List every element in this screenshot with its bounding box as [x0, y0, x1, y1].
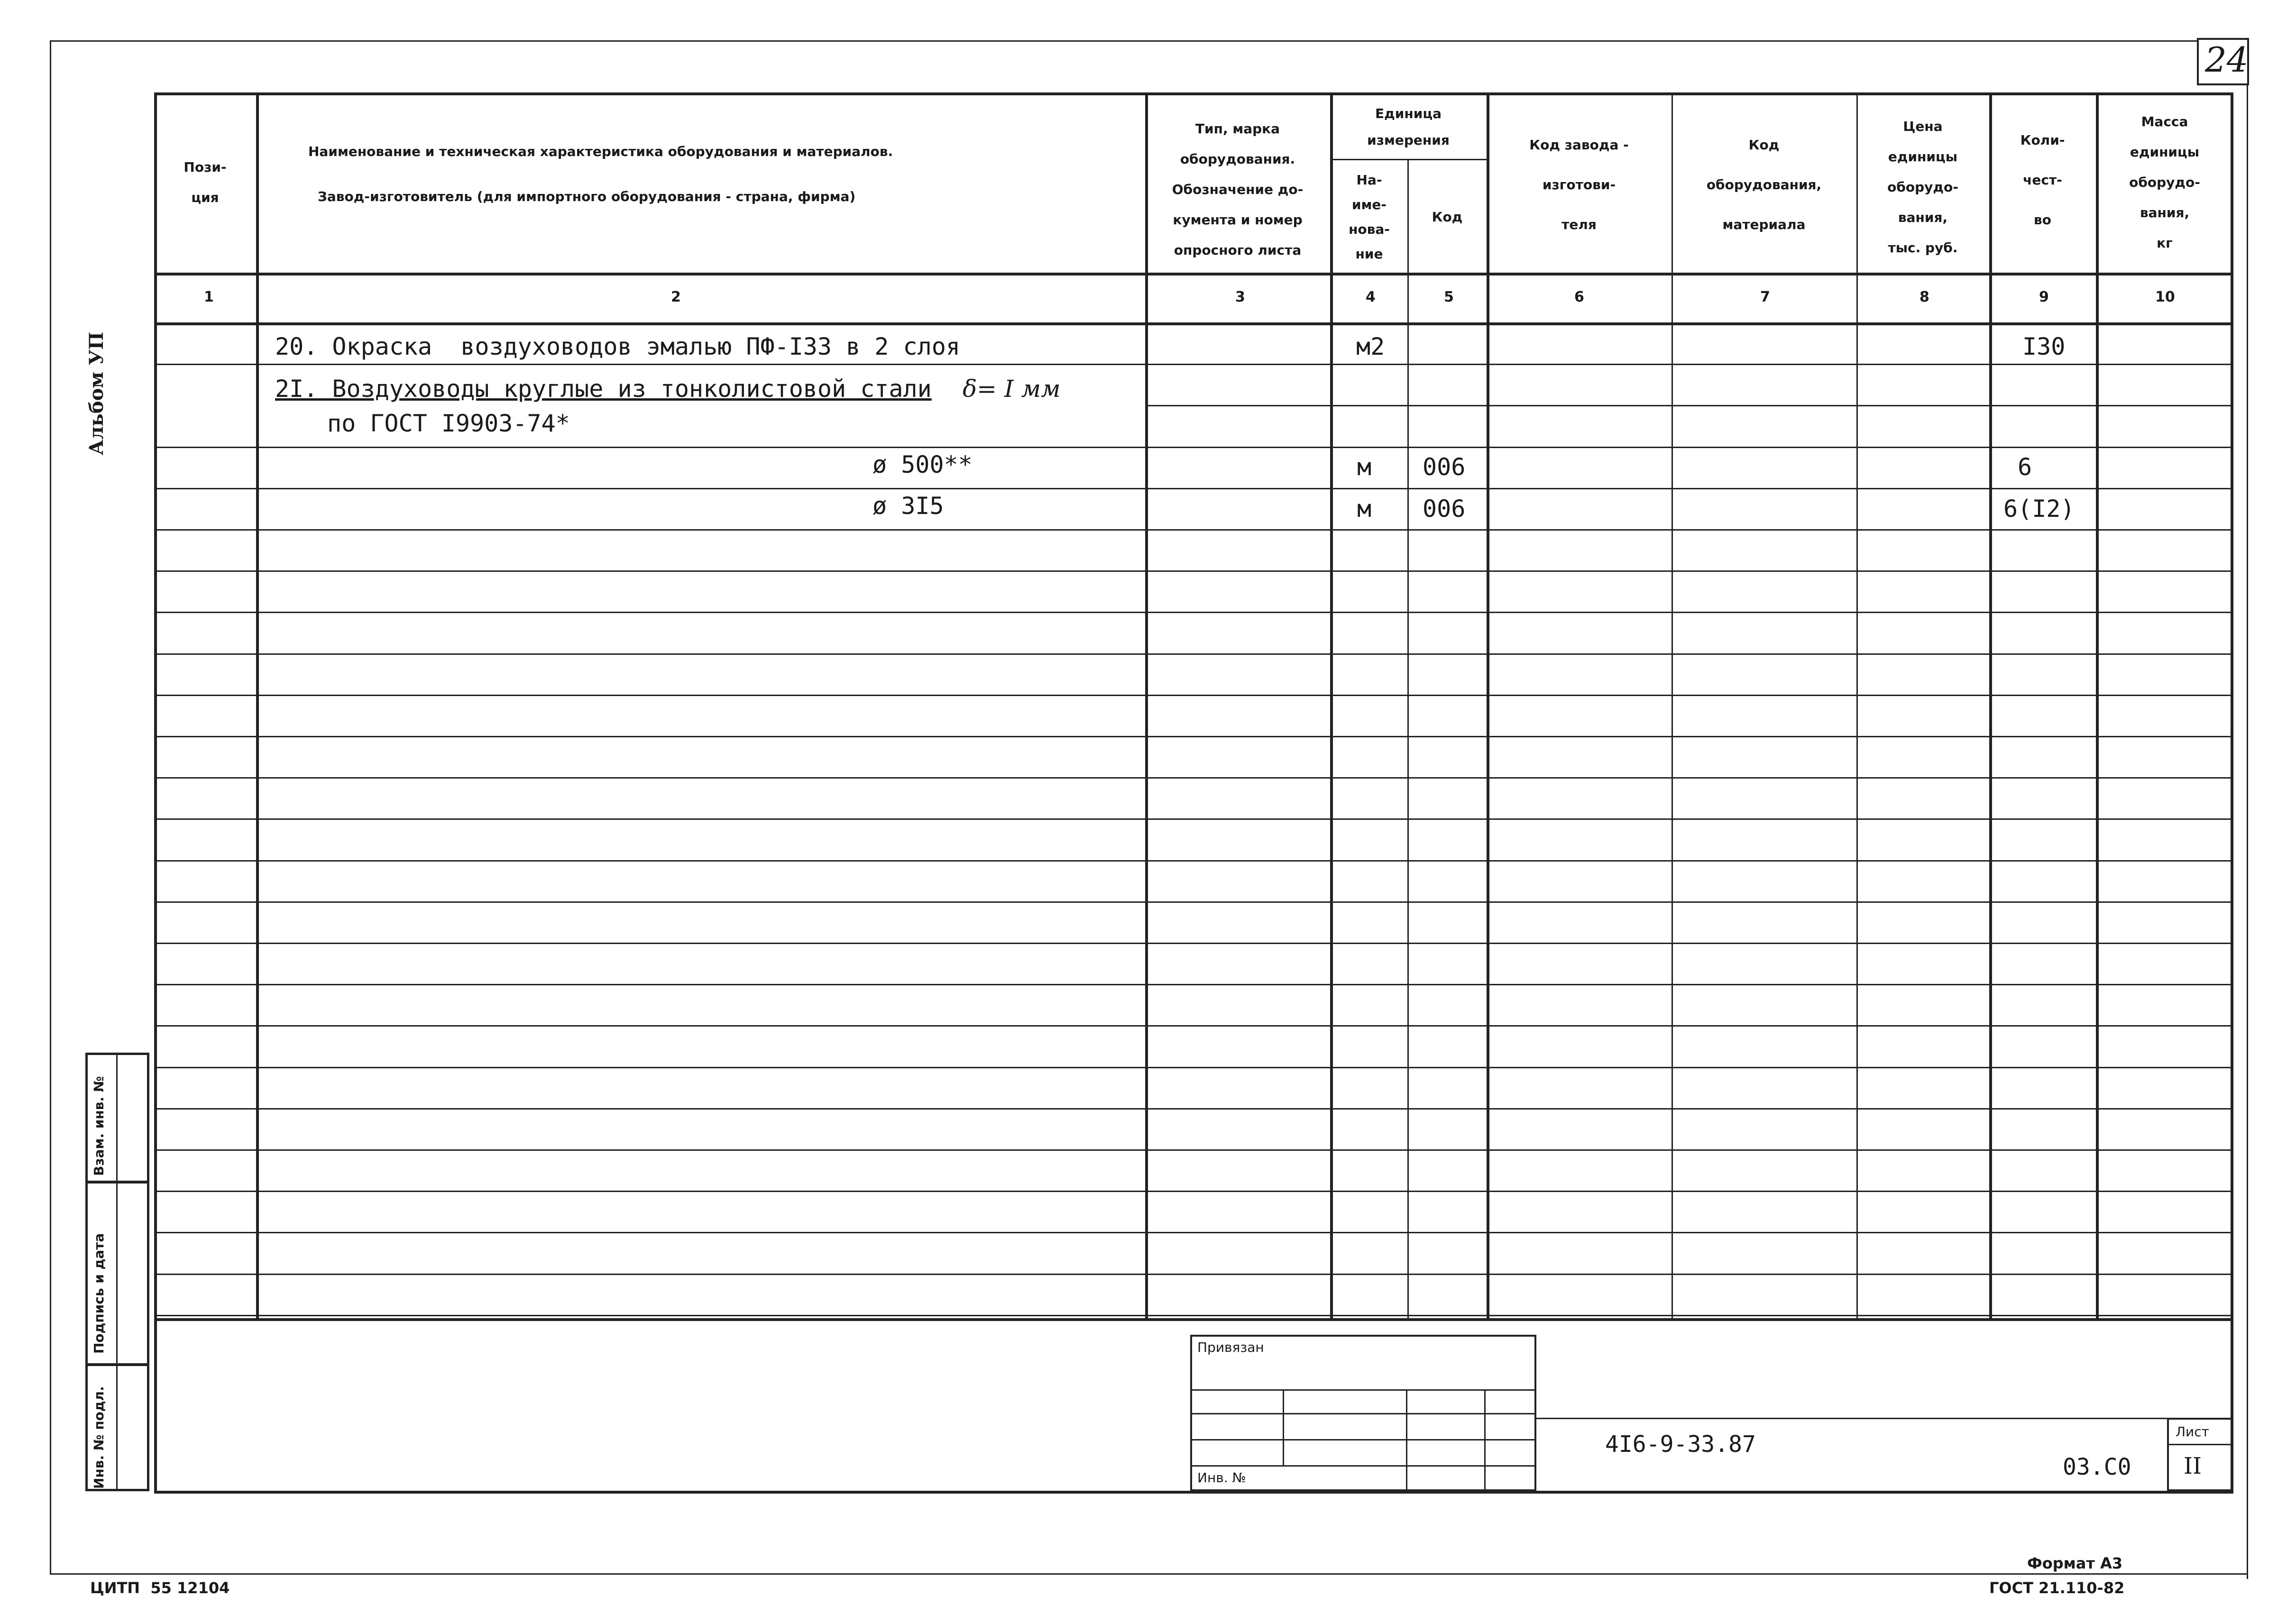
bottom-left-code: ЦИТП 55 12104: [90, 1579, 230, 1597]
header-type: Тип, марка оборудования. Обозначение до- кумента и номер опросного листа: [1172, 121, 1304, 258]
row-line: [154, 1108, 2233, 1110]
colnum-4: 4: [1366, 289, 1376, 305]
colnum-7: 7: [1760, 289, 1770, 305]
col-line-4: [1407, 159, 1409, 1318]
list-number: II: [2184, 1453, 2202, 1479]
row-21-gost: по ГОСТ I9903-74*: [327, 410, 570, 437]
side-stamp-line2: [85, 1363, 149, 1366]
side-stamp-divider: [116, 1053, 118, 1491]
row-20-name: 20. Окраска воздуховодов эмалью ПФ-I33 в 2 слоя: [275, 333, 960, 360]
title-grid-v1: [1283, 1389, 1284, 1465]
col-line-8: [1989, 92, 1992, 1318]
col-line-2: [1145, 92, 1148, 1318]
header-price: Цена единицы оборудо- вания, тыс. руб.: [1887, 119, 1958, 256]
row-20-unit: м2: [1356, 333, 1385, 360]
stamp-vzam: Взам. инв. №: [91, 1076, 107, 1176]
row-line: [154, 1067, 2233, 1068]
col-line-5: [1487, 92, 1489, 1318]
header-unit-name: На- име- нова- ние: [1349, 172, 1390, 262]
doc-code: 4I6-9-33.87: [1605, 1431, 1756, 1458]
format-label: Формат А3: [2027, 1554, 2123, 1572]
row-500-code: 006: [1423, 453, 1466, 481]
colnum-bottom-line: [154, 322, 2233, 325]
album-label: Альбом УП: [85, 331, 108, 455]
privyazan-label: Привязан: [1197, 1340, 1264, 1355]
colnum-8: 8: [1919, 289, 1929, 305]
row-line: [154, 1315, 2233, 1316]
col-line-9: [2096, 92, 2099, 1318]
list-box-divider: [2167, 1444, 2233, 1445]
page-number: 24: [2205, 40, 2249, 80]
row-21-name: 2I. Воздуховоды круглые из тонколистовой стали: [275, 375, 932, 403]
title-code-line: [1536, 1418, 2233, 1419]
outer-bottom-line: [50, 1573, 2248, 1575]
header-mass: Масса единицы оборудо- вания, кг: [2129, 114, 2200, 251]
row-line: [154, 1149, 2233, 1151]
row-500-unit: м: [1357, 453, 1372, 481]
row-line: [154, 653, 2233, 655]
row-area-bottom: [154, 1318, 2233, 1321]
row-line: [154, 364, 2233, 365]
col-line-6: [1671, 92, 1673, 1318]
header-quantity: Коли- чест- во: [2020, 132, 2065, 228]
row-500-qty: 6: [2018, 453, 2032, 481]
row-21-thickness: δ= I мм: [963, 375, 1061, 403]
title-grid-v2: [1406, 1389, 1407, 1491]
outer-top-line: [50, 40, 2198, 42]
header-equipment-code: Код оборудования, материала: [1706, 137, 1822, 232]
title-grid-v3: [1484, 1389, 1486, 1491]
col-line-3: [1330, 92, 1333, 1318]
col-line-1: [256, 92, 259, 1318]
row-line: [154, 695, 2233, 696]
row-line: [154, 488, 2233, 489]
col-line-7: [1856, 92, 1858, 1318]
row-line: [154, 612, 2233, 613]
row-315-code: 006: [1423, 495, 1466, 523]
row-line: [1145, 405, 2233, 406]
row-line: [154, 736, 2233, 737]
header-factory-code: Код завода - изготови- теля: [1529, 137, 1629, 232]
row-500-name: ø 500**: [872, 451, 973, 478]
row-20-qty: I30: [2022, 333, 2066, 360]
header-position: Пози- ция: [184, 159, 227, 205]
row-315-qty: 6(I2): [2003, 495, 2075, 523]
colnum-6: 6: [1574, 289, 1584, 305]
row-line: [154, 777, 2233, 779]
header-bottom-line: [154, 273, 2233, 275]
header-unit-code: Код: [1432, 209, 1463, 225]
row-line: [154, 1232, 2233, 1233]
outer-right-line: [2247, 85, 2248, 1579]
colnum-3: 3: [1235, 289, 1245, 305]
row-line: [154, 818, 2233, 820]
row-315-name: ø 3I5: [872, 492, 944, 520]
header-name-line2: Завод-изготовитель (для импортного оборудования - страна, фирма): [318, 189, 856, 204]
row-line: [154, 447, 2233, 448]
colnum-10: 10: [2155, 289, 2175, 305]
gost-label: ГОСТ 21.110-82: [1989, 1579, 2125, 1597]
stamp-podpis: Подпись и дата: [91, 1233, 107, 1354]
list-label: Лист: [2176, 1424, 2209, 1440]
header-name-line1: Наименование и техническая характеристика оборудования и материалов.: [308, 144, 893, 159]
sheet-code: 03.С0: [2063, 1454, 2131, 1480]
row-line: [154, 1274, 2233, 1275]
stamp-inv-podl: Инв. № подл.: [91, 1386, 107, 1489]
row-line: [154, 901, 2233, 903]
row-line: [154, 529, 2233, 531]
row-line: [154, 943, 2233, 944]
colnum-2: 2: [671, 289, 681, 305]
colnum-9: 9: [2039, 289, 2049, 305]
row-line: [154, 860, 2233, 862]
colnum-1: 1: [204, 289, 214, 305]
side-stamp-line1: [85, 1181, 149, 1184]
row-line: [154, 570, 2233, 572]
outer-left-line: [50, 40, 51, 1574]
inv-no-label: Инв. №: [1197, 1470, 1246, 1486]
unit-group-line: [1330, 159, 1487, 160]
row-line: [154, 1025, 2233, 1027]
row-315-unit: м: [1357, 495, 1372, 523]
colnum-5: 5: [1444, 289, 1454, 305]
header-unit-group: Единица измерения: [1367, 105, 1450, 148]
row-line: [154, 984, 2233, 985]
row-line: [154, 1191, 2233, 1192]
